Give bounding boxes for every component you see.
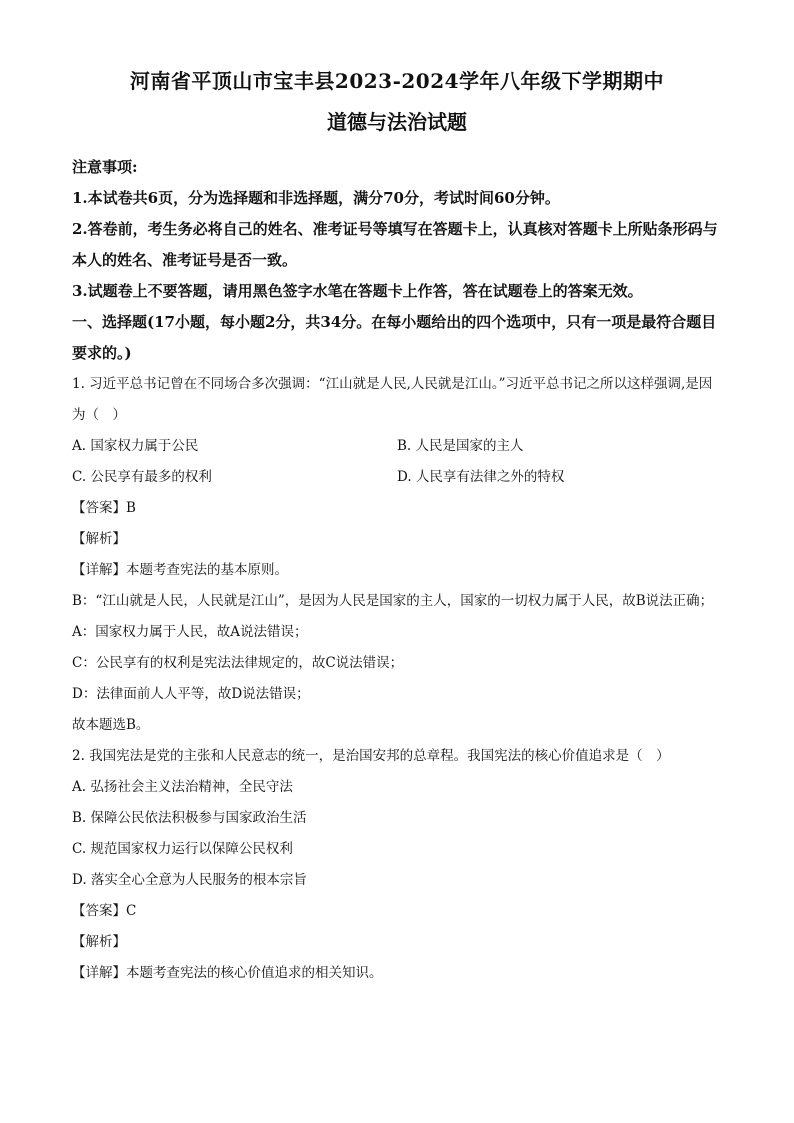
detail: 【详解】本题考查宪法的基本原则。: [72, 562, 288, 578]
option: D. 人民享有法律之外的特权: [397, 469, 565, 485]
analysis-label: 【解析】: [72, 934, 126, 950]
option: C. 规范国家权力运行以保障公民权利: [72, 841, 293, 857]
exam-title: 河南省平顶山市宝丰县2023-2024学年八年级下学期期中: [129, 69, 665, 93]
option-list: [72, 431, 722, 493]
answer: 【答案】B: [72, 500, 136, 516]
question-stem: 2. 我国宪法是党的主张和人民意志的统一，是治国安邦的总章程。我国宪法的核心价值追求是（ ）: [72, 748, 670, 764]
exam-subject: 道德与法治试题: [327, 110, 467, 134]
explanation: B：“江山就是人民，人民就是江山”，是因为人民是国家的主人，国家的一切权力属于人民，故B说法正确；: [72, 593, 714, 609]
notice-item: 3.试题卷上不要答题，请用黑色签字水笔在答题卡上作答，答在试题卷上的答案无效。: [72, 282, 643, 300]
option: B. 人民是国家的主人: [397, 438, 524, 454]
analysis-label: 【解析】: [72, 531, 126, 547]
option: A. 弘扬社会主义法治精神，全民守法: [72, 779, 293, 795]
notice-item: 1.本试卷共6页，分为选择题和非选择题，满分70分，考试时间60分钟。: [72, 189, 560, 207]
option: B. 保障公民依法积极参与国家政治生活: [72, 810, 307, 826]
explanation: A：国家权力属于人民，故A说法错误；: [72, 624, 308, 640]
explanation: C：公民享有的权利是宪法法律规定的，故C说法错误；: [72, 655, 404, 671]
notice-item: 2.答卷前，考生务必将自己的姓名、准考证号等填写在答题卡上，认真核对答题卡上所贴条形码与本人的姓名、准考证号是否一致。: [72, 220, 718, 269]
section-heading: 一、选择题(17小题，每小题2分，共34分。在每小题给出的四个选项中，只有一项是最符合题目要求的。): [72, 313, 717, 362]
option: D. 落实全心全意为人民服务的根本宗旨: [72, 872, 307, 888]
answer: 【答案】C: [72, 903, 137, 919]
question-stem: 1. 习近平总书记曾在不同场合多次强调：“江山就是人民,人民就是江山。”习近平总书记之所以这样强调,是因为（ ）: [72, 376, 713, 423]
detail: 【详解】本题考查宪法的核心价值追求的相关知识。: [72, 965, 383, 981]
option: C. 公民享有最多的权利: [72, 469, 212, 485]
explanation: 故本题选B。: [72, 717, 150, 733]
option: A. 国家权力属于公民: [72, 438, 199, 454]
explanation: D：法律面前人人平等，故D说法错误；: [72, 686, 310, 702]
notice-heading: 注意事项:: [72, 158, 138, 176]
